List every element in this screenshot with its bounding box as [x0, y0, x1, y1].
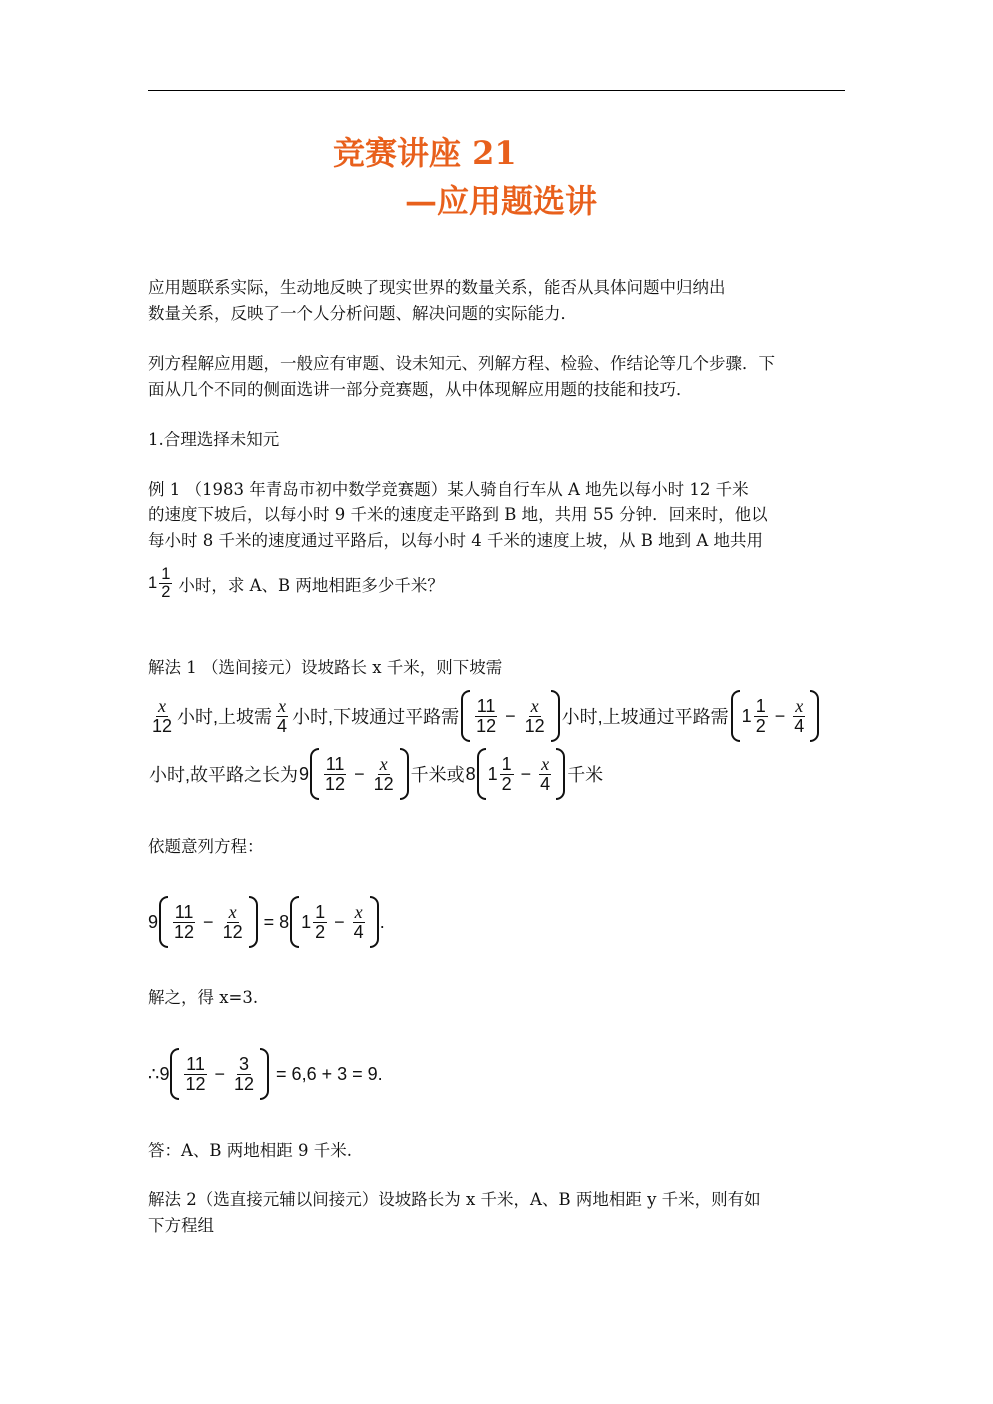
title-line2: —应用题选讲: [405, 182, 598, 220]
fraction-x-over-4: $\frac{x}{4}$: [277, 695, 288, 736]
solve-text: 解之，得 x=3.: [148, 988, 259, 1007]
example1-line3: 每小时 8 千米的速度通过平路后，以每小时 4 千米的速度上坡，从 B 地到 A 地共用: [148, 531, 763, 550]
intro-line3: 列方程解应用题，一般应有审题、设未知元、列解方程、检验、作结论等几个步骤．下: [148, 354, 775, 373]
intro-line4: 面从几个不同的侧面选讲一部分竞赛题，从中体现解应用题的技能和技巧．: [148, 380, 693, 399]
check-equation: ∴ 9 $\frac{11}{12}$ − $\frac{3}{12}$ = 6,6 + 3 = 9.: [148, 1048, 383, 1100]
solution1-expression-line1: $\frac{x}{12}$ 小时,上坡需 $\frac{x}{4}$ 小时,下坡通过平路需 $\frac{11}{12}$ − $\frac{x}{12}$ 小时,上坡通过平路需 1 $\frac{1}{2}$ − $\frac{x}{4}$: [148, 690, 820, 742]
equation-label: 依题意列方程：: [148, 837, 264, 856]
title-line1: 竞赛讲座 21: [333, 134, 517, 172]
right-paren: [551, 690, 560, 742]
solution2-line2: 下方程组: [148, 1216, 214, 1235]
mixed-whole: 1: [148, 574, 158, 593]
solution1-expression-line2: 小时,故平路之长为 9 $\frac{11}{12}$ − $\frac{x}{12}$ 千米或 8 1 $\frac{1}{2}$ − $\frac{x}{4}$ 千米: [148, 748, 604, 800]
fraction-one-half: $\frac{1}{2}$: [161, 565, 171, 602]
left-paren: [461, 690, 470, 742]
example1-line4: [148, 566, 444, 602]
equation: 9 $\frac{11}{12}$ − $\frac{x}{12}$ = 8 1 $\frac{1}{2}$ − $\frac{x}{4}$ .: [148, 896, 385, 948]
intro-line1: 应用题联系实际，生动地反映了现实世界的数量关系，能否从具体问题中归纳出: [148, 278, 726, 297]
example1-line4-text: 小时，求 A、B 两地相距多少千米？: [178, 575, 444, 595]
intro-line2: 数量关系，反映了一个人分析问题、解决问题的实际能力．: [148, 304, 577, 323]
answer: 答：A、B 两地相距 9 千米.: [148, 1141, 353, 1160]
section1-heading: 1.合理选择未知元: [148, 430, 280, 449]
header-rule: [148, 90, 845, 91]
solution2-line1: 解法 2（选直接元辅以间接元）设坡路长为 x 千米，A、B 两地相距 y 千米，则有如: [148, 1190, 761, 1209]
example1-line1: 例 1 （1983 年青岛市初中数学竞赛题）某人骑自行车从 A 地先以每小时 12 千米: [148, 480, 749, 499]
fraction-x-over-12: $\frac{x}{12}$: [152, 695, 173, 736]
solution1-heading: 解法 1 （选间接元）设坡路长 x 千米，则下坡需: [148, 658, 503, 677]
example1-line2: 的速度下坡后，以每小时 9 千米的速度走平路到 B 地，共用 55 分钟．回来时，他以: [148, 505, 768, 524]
